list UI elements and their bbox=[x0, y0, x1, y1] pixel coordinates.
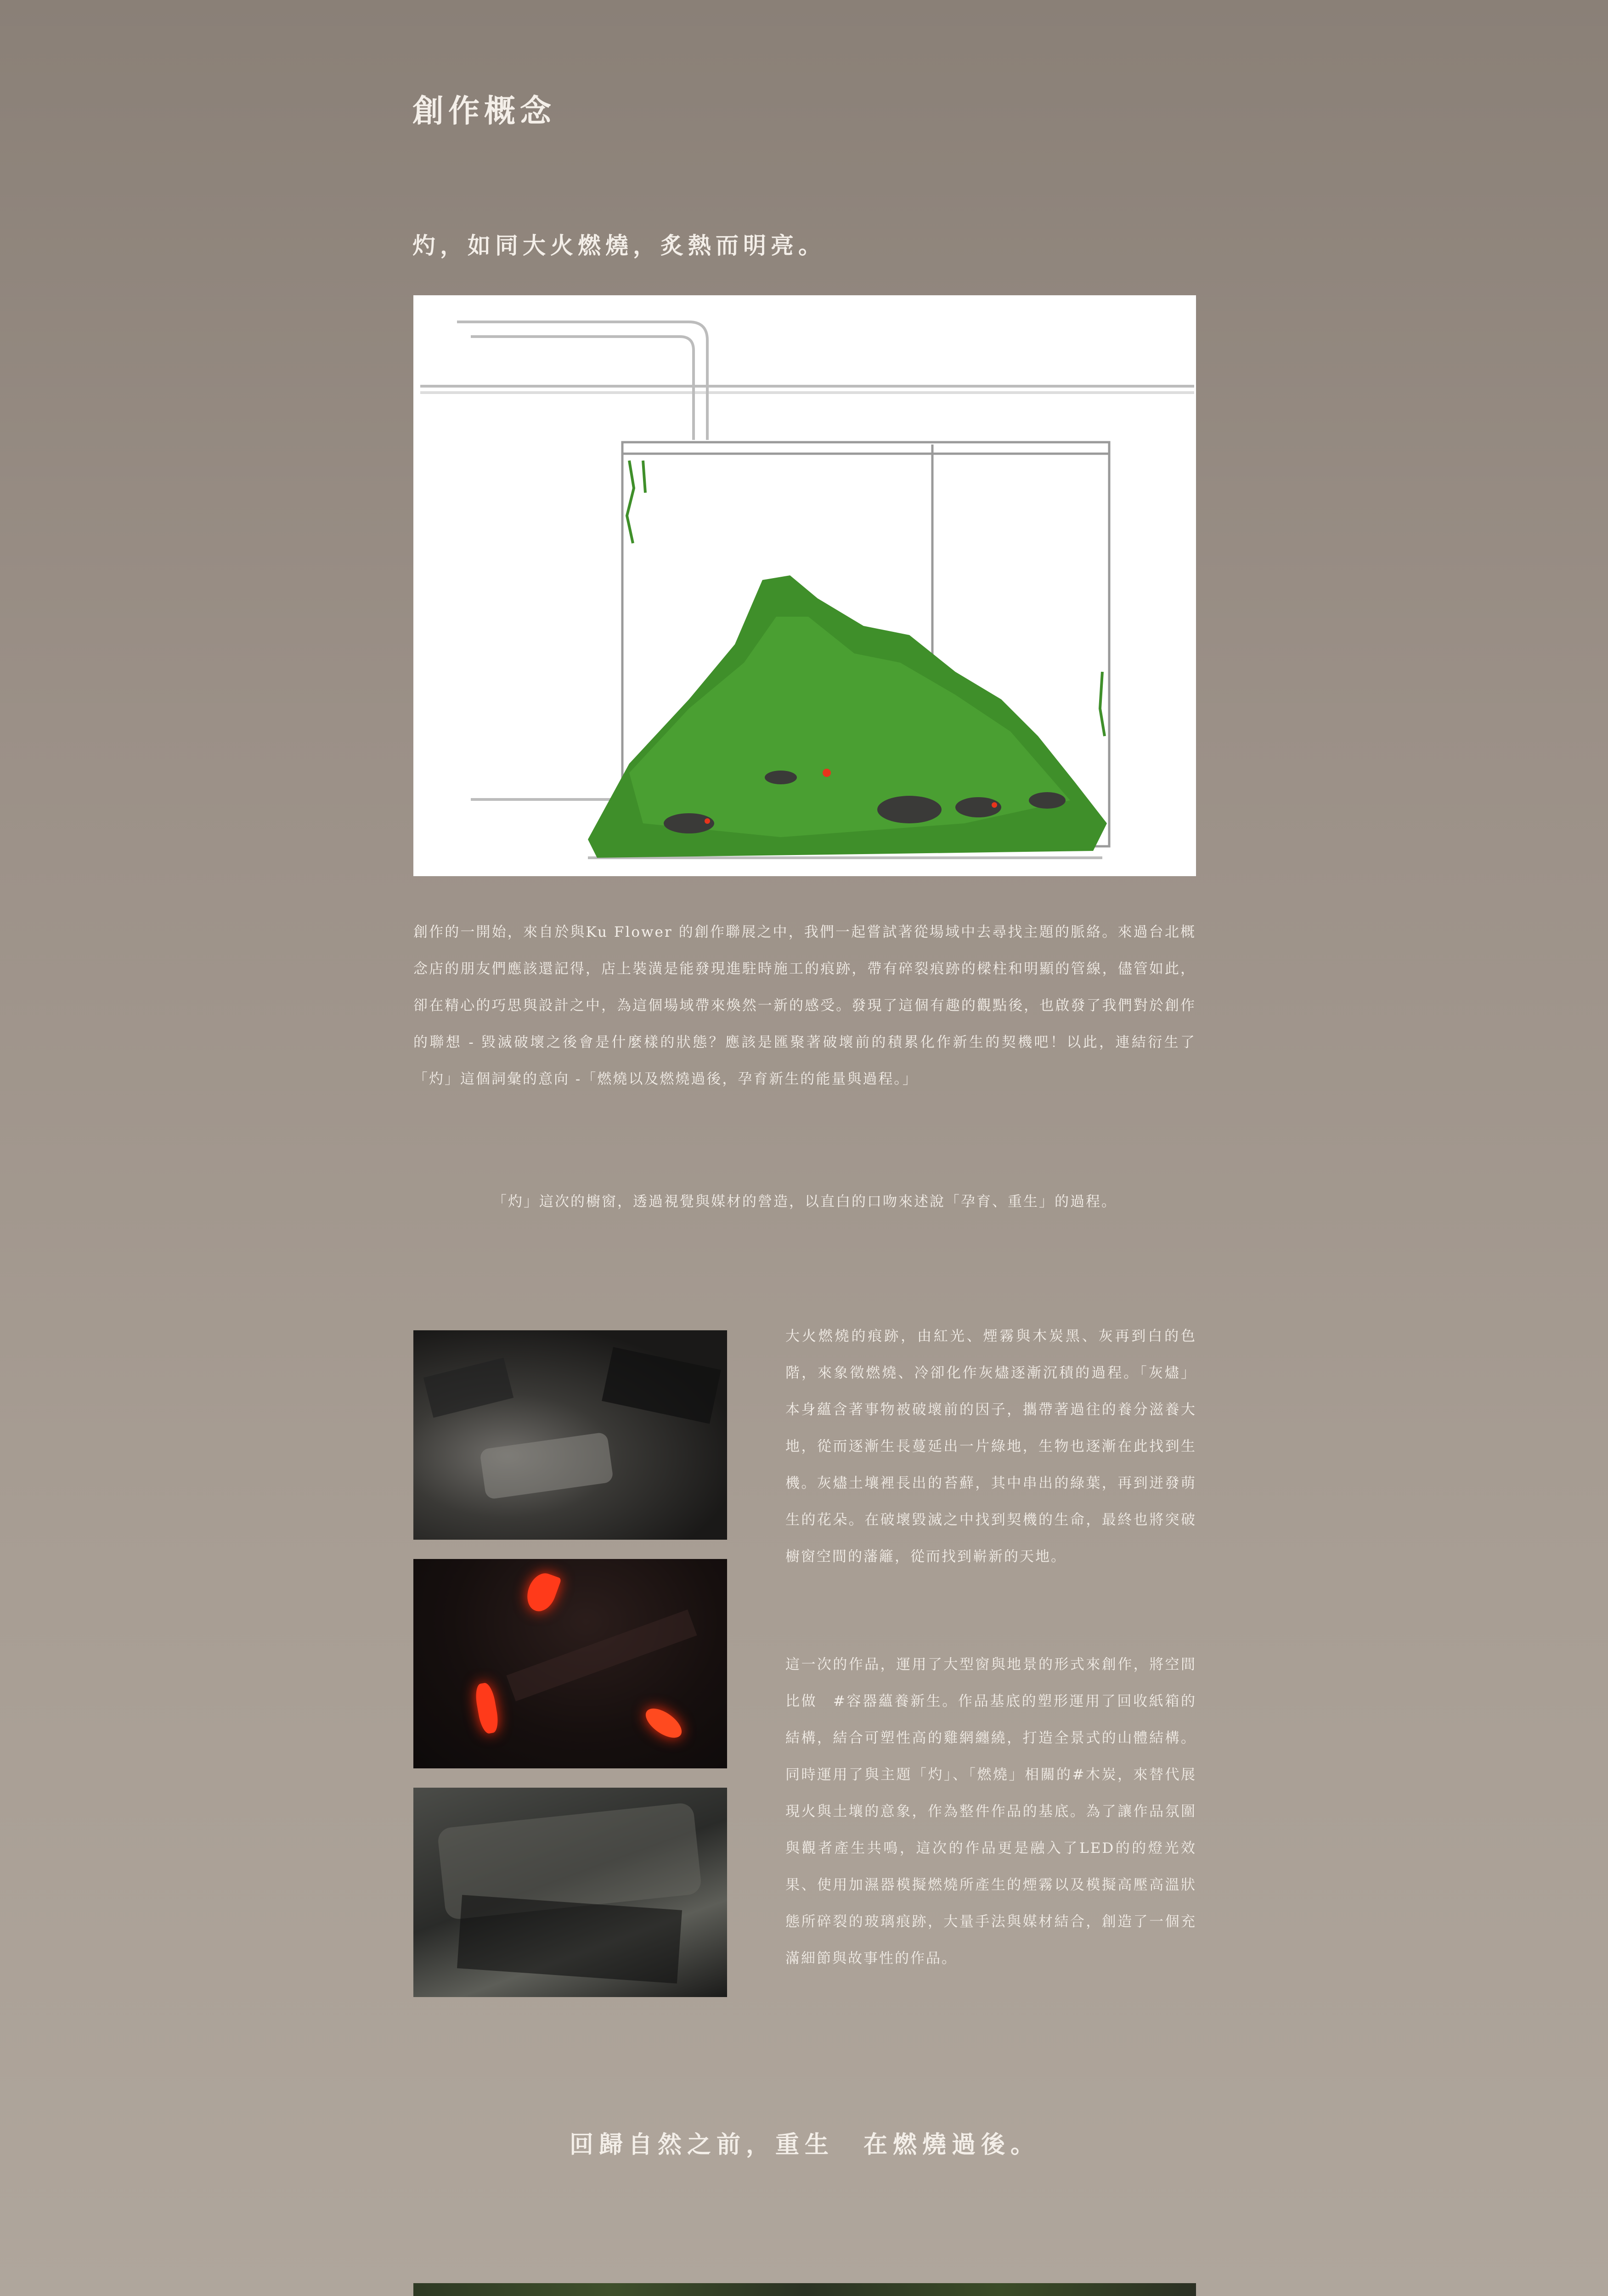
right-paragraph-2: 這一次的作品，運用了大型窗與地景的形式來創作，將空間比做 #容器蘊養新生。作品基底的塑形運用了回收紙箱的結構，結合可塑性高的雞網纏繞，打造全景式的山體結構。同時運用了與主題「灼」、「燃燒」相關的#木炭，來替代展現火與土壤的意象，作為整件作品的基底。為了讓作品氛圍與觀者產生共鳴，這次的作品更是融入了LED的的燈光效果、使用加濕器模擬燃燒所產生的煙霧以及模擬高壓高溫狀態所碎裂的玻璃痕跡，大量手法與媒材結合，創造了一個充滿細節與故事性的作品。 bbox=[785, 1656, 1196, 1967]
charcoal-texture-photo bbox=[413, 1788, 727, 1997]
intro-paragraph: 創作的一開始，來自於與Ku Flower 的創作聯展之中，我們一起嘗試著從場域中去尋找主題的脈絡。來過台北概念店的朋友們應該還記得，店上裝潢是能發現進駐時施工的痕跡，帶有碎裂痕跡的樑柱和明顯的管線，儘管如此，卻在精心的巧思與設計之中，為這個場域帶來煥然一新的感受。發現了這個有趣的觀點後，也啟發了我們對於創作的聯想 - 毀滅破壞之後會是什麼樣的狀態？應該是匯聚著破壞前的積累化作新生的契機吧！以此，連結衍生了「灼」這個詞彙的意向 -「燃燒以及燃燒過後，孕育新生的能量與過程。」 bbox=[413, 924, 1196, 1087]
section-subheading: 灼，如同大火燃燒，炙熱而明亮。 bbox=[412, 232, 826, 259]
sketch-drawing bbox=[413, 295, 1196, 876]
terrarium-sketch-image bbox=[413, 295, 1196, 876]
ember-glow-photo bbox=[413, 1559, 727, 1768]
tagline: 「灼」這次的櫥窗，透過視覺與媒材的營造，以直白的口吻來述說「孕育、重生」的過程。 bbox=[492, 1193, 1117, 1210]
section-heading: 回歸自然之前，重生 在燃燒過後。 bbox=[569, 2131, 1040, 2159]
charcoal-landscape-photo bbox=[413, 2283, 1196, 2296]
right-paragraph-1: 大火燃燒的痕跡，由紅光、煙霧與木炭黑、灰再到白的色階，來象徵燃燒、冷卻化作灰燼逐漸沉積的過程。「灰燼」本身蘊含著事物被破壞前的因子，攜帶著過往的養分滋養大地，從而逐漸生長蔓延出一片綠地，生物也逐漸在此找到生機。灰燼土壤裡長出的苔蘚，其中串出的綠葉，再到迸發萌生的花朵。在破壞毀滅之中找到契機的生命，最終也將突破櫥窗空間的藩籬，從而找到嶄新的天地。 bbox=[785, 1328, 1196, 1565]
charcoal-ash-photo bbox=[413, 1330, 727, 1540]
page-title: 創作概念 bbox=[412, 93, 556, 129]
